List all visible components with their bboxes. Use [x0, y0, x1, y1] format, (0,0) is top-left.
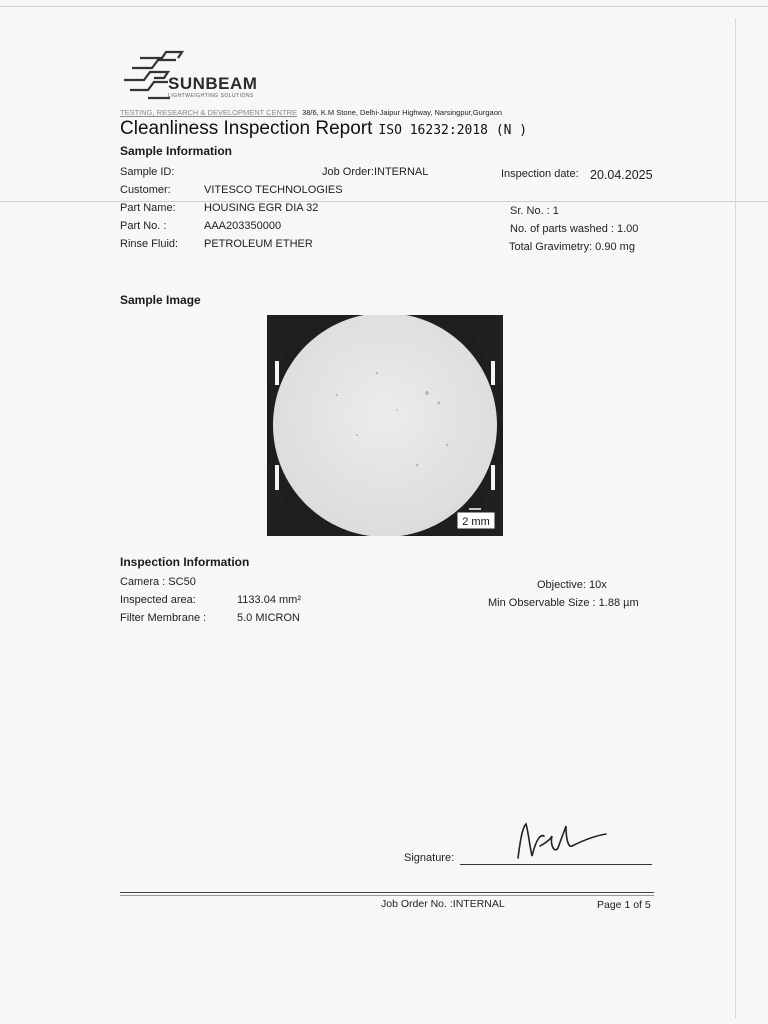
page-edge [735, 18, 736, 1018]
address-line [120, 108, 502, 117]
min-observable-size: Min Observable Size : 1.88 µm [488, 597, 639, 609]
report-title-text: Cleanliness Inspection Report [120, 118, 373, 139]
sample-info-heading: Sample Information [120, 144, 233, 158]
inspection-info-heading: Inspection Information [120, 555, 250, 569]
report-title [120, 118, 527, 140]
filter-membrane-value: 5.0 MICRON [237, 612, 300, 624]
serial-number: Sr. No. : 1 [510, 205, 559, 217]
inspected-area-value: 1133.04 mm² [237, 594, 301, 606]
customer-label: Customer: [120, 184, 171, 196]
parts-washed: No. of parts washed : 1.00 [510, 223, 639, 235]
objective: Objective: 10x [537, 579, 607, 591]
sample-image-heading: Sample Image [120, 293, 201, 307]
job-order: Job Order:INTERNAL [322, 166, 429, 178]
camera-model: Camera : SC50 [120, 576, 196, 588]
iso-standard: ISO 16232:2018 (N ) [378, 123, 528, 138]
customer-value: VITESCO TECHNOLOGIES [204, 184, 343, 196]
inspected-area-label: Inspected area: [120, 594, 196, 606]
part-name-label: Part Name: [120, 202, 176, 214]
scan-artifact-line [0, 6, 768, 7]
part-no-label: Part No. : [120, 220, 167, 232]
footer-job-order: Job Order No. :INTERNAL [381, 898, 505, 910]
scan-artifact-line [0, 201, 768, 202]
part-no-value: AAA203350000 [204, 220, 282, 232]
signature-line [460, 864, 652, 865]
address-text: 38/6, K.M Stone, Delhi-Jaipur Highway, Narsingpur,Gurgaon [302, 108, 503, 117]
handwritten-signature [510, 818, 610, 863]
sample-id-label: Sample ID: [120, 166, 175, 178]
rinse-fluid-value: PETROLEUM ETHER [204, 238, 313, 250]
logo-wordmark: SUNBEAM [168, 74, 258, 93]
filter-membrane-image [267, 315, 503, 536]
scale-bar-label: 2 mm [462, 516, 490, 528]
inspection-date-label: Inspection date: [501, 168, 579, 180]
footer-rule [120, 895, 654, 896]
inspection-date: 20.04.2025 [590, 168, 653, 182]
signature-label: Signature: [404, 852, 455, 864]
department-name: TESTING, RESEARCH & DEVELOPMENT CENTRE [120, 108, 297, 117]
page-number: Page 1 of 5 [597, 899, 651, 911]
footer-rule [120, 892, 654, 893]
rinse-fluid-label: Rinse Fluid: [120, 238, 179, 250]
total-gravimetry: Total Gravimetry: 0.90 mg [509, 241, 635, 253]
part-name-value: HOUSING EGR DIA 32 [204, 202, 319, 214]
filter-membrane-label: Filter Membrane : [120, 612, 207, 624]
logo-tagline: LIGHTWEIGHTING SOLUTIONS [168, 93, 254, 99]
